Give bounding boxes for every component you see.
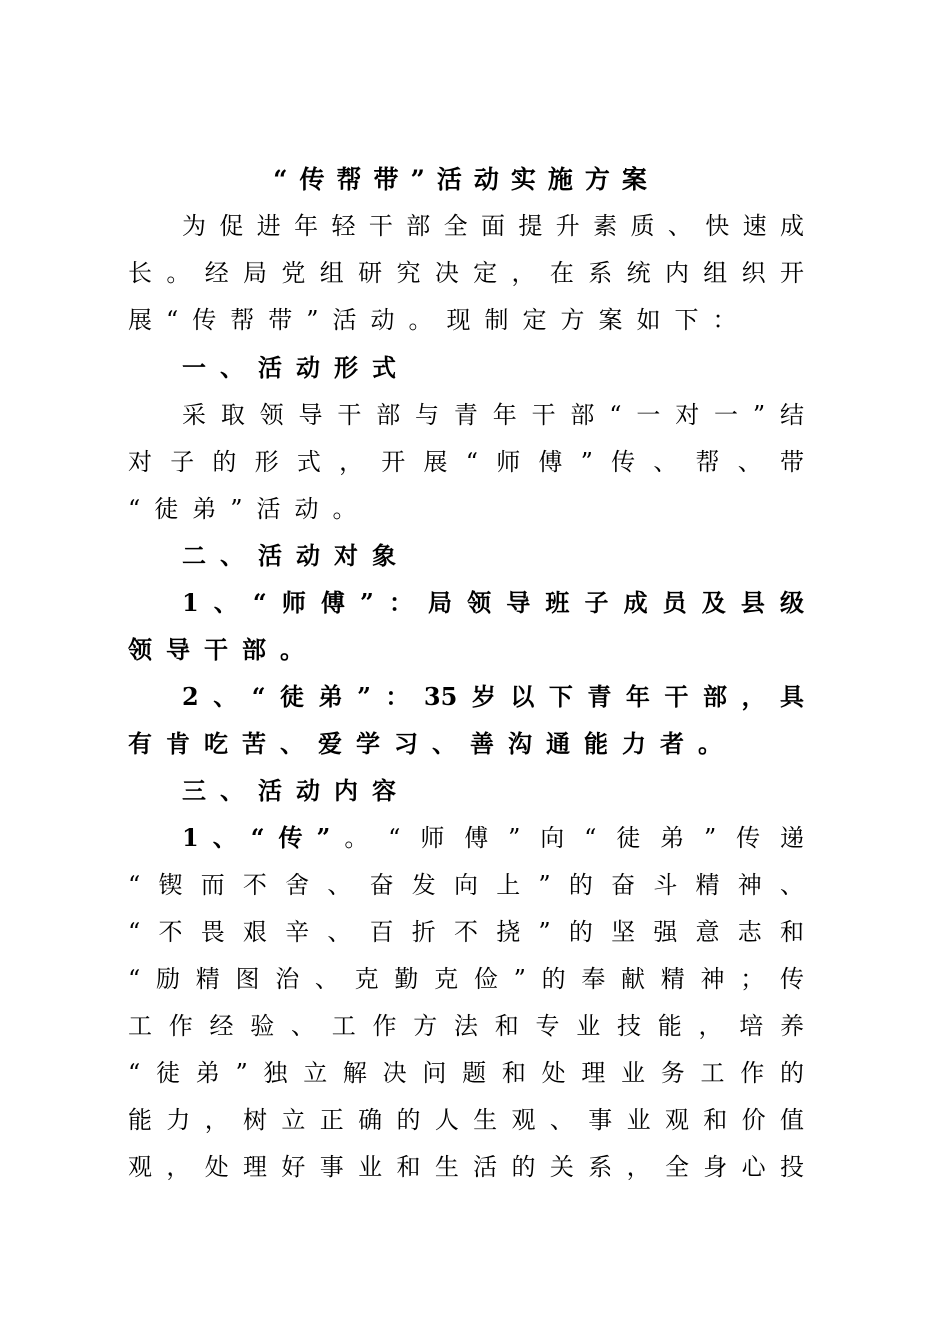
section-2-item-1-line-2: 领导干部。 — [128, 635, 318, 664]
section-3-line-5: 工作经验、工作方法和专业技能，培养 — [128, 1012, 804, 1040]
section-3-item-1-label: 1、“传” — [182, 823, 345, 852]
intro-line-1: 为促进年轻干部全面提升素质、快速成 — [182, 212, 804, 240]
intro-line-3: 展“传帮带”活动。现制定方案如下： — [128, 306, 751, 334]
intro-line-2: 长。经局党组研究决定，在系统内组织开 — [128, 259, 804, 287]
section-1-heading: 一、活动形式 — [182, 353, 410, 382]
section-1-line-1: 采取领导干部与青年干部“一对一”结 — [182, 401, 804, 429]
section-3-item-1-line-1 — [182, 818, 804, 858]
section-3-item-1-text: 。“师傅”向“徒弟”传递 — [344, 824, 804, 852]
section-2-item-2-line-1: 2、“徒弟”：35岁以下青年干部，具 — [182, 682, 804, 711]
section-3-line-7: 能力，树立正确的人生观、事业观和价值 — [128, 1106, 804, 1134]
section-2-item-2-line-2: 有肯吃苦、爱学习、善沟通能力者。 — [128, 729, 736, 758]
section-3-line-2: “锲而不舍、奋发向上”的奋斗精神、 — [128, 871, 804, 899]
section-3-heading: 三、活动内容 — [182, 776, 410, 805]
section-3-line-6: “徒弟”独立解决问题和处理业务工作的 — [128, 1059, 804, 1087]
section-1-line-3: “徒弟”活动。 — [128, 495, 371, 523]
section-3-line-3: “不畏艰辛、百折不挠”的坚强意志和 — [128, 918, 804, 946]
section-2-item-1-line-1: 1、“师傅”：局领导班子成员及县级 — [182, 588, 804, 617]
section-1-line-2: 对子的形式，开展“师傅”传、帮、带 — [128, 448, 804, 476]
section-3-line-4: “励精图治、克勤克俭”的奉献精神；传 — [128, 965, 804, 993]
section-3-line-8: 观，处理好事业和生活的关系，全身心投 — [128, 1153, 804, 1181]
section-2-heading: 二、活动对象 — [182, 541, 410, 570]
document-title: “传帮带”活动实施方案 — [273, 165, 659, 194]
